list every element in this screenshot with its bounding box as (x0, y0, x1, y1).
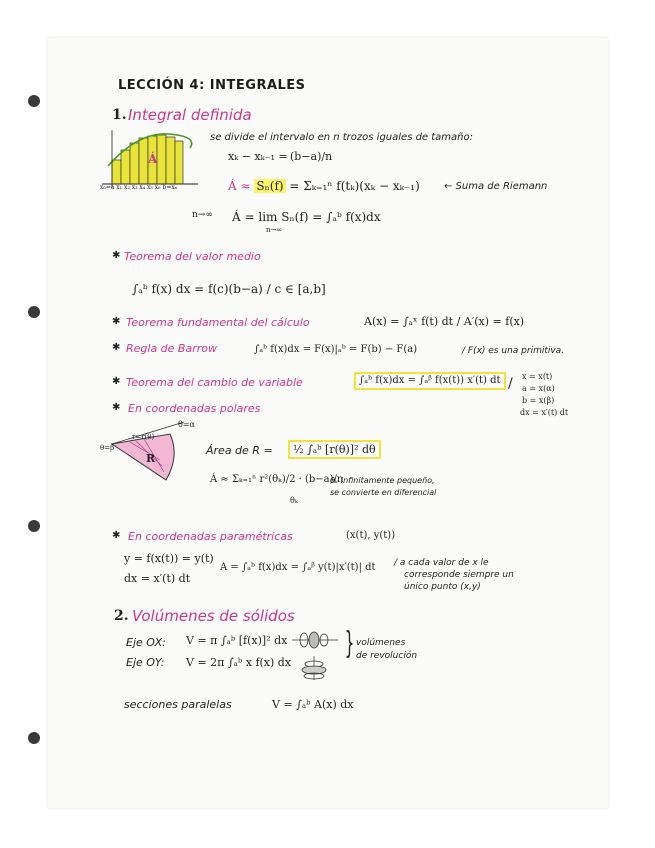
barrow-formula: ∫ₐᵇ f(x)dx = F(x)|ₐᵇ = F(b) − F(a) (254, 344, 418, 355)
parametric-note-1: / a cada valor de x le (394, 558, 489, 568)
cv-condition-2: a = x(α) (522, 384, 555, 393)
section-2-number: 2. (114, 608, 129, 624)
parametric-area: A = ∫ₐᵇ f(x)dx = ∫ₐᵝ y(t)|x′(t)| dt (220, 562, 376, 573)
sections-formula: V = ∫ₐᵇ A(x) dx (272, 698, 354, 711)
brace: } (344, 626, 355, 661)
parametric-note-3: único punto (x,y) (404, 582, 481, 592)
ftc-title: Teorema fundamental del cálculo (126, 316, 310, 329)
change-var-formula: ∫ₐᵇ f(x)dx = ∫ₐᵝ f(x(t)) x′(t) dt (356, 374, 504, 388)
polar-approx-formula: Á ≈ Σₖ₌₁ⁿ r²(θₖ)/2 · (b−a)/n (210, 474, 344, 485)
axis-x-formula: V = π ∫ₐᵇ [f(x)]² dx (186, 634, 288, 647)
revolution-solids-icon (290, 628, 340, 682)
cv-condition-1: x = x(t) (522, 372, 553, 381)
change-var-title: Teorema del cambio de variable (126, 376, 303, 389)
axis-x-label: Eje OX: (126, 636, 166, 649)
limit-arrow: n→∞ (192, 210, 213, 220)
polar-region-label: R (146, 452, 156, 465)
bullet-icon: ✱ (112, 316, 121, 327)
riemann-sum-formula (228, 179, 420, 193)
delta-lhs: xₖ − xₖ₋₁ = (228, 150, 288, 163)
sum-rest: = Σₖ₌₁ⁿ f(tₖ)(xₖ − xₖ₋₁) (289, 179, 420, 193)
polar-area-formula: ½ ∫ₐᵇ [r(θ)]² dθ (290, 442, 379, 457)
binder-hole (28, 520, 40, 532)
limit-sub: n→∞ (266, 226, 283, 234)
section-1-number: 1. (112, 107, 127, 123)
bullet-icon: ✱ (112, 250, 121, 261)
polar-theta-label: θ=α (178, 420, 195, 429)
bullet-icon: ✱ (112, 530, 121, 541)
delta-rhs: (b−a)/n (290, 150, 333, 163)
barrow-title: Regla de Barrow (126, 342, 217, 355)
polar-note-2: se convierte en diferencial (330, 488, 437, 497)
revolution-note-2: de revolución (356, 651, 418, 661)
parametric-pair: (x(t), y(t)) (346, 530, 396, 541)
axis-y-label: Eje OY: (126, 656, 165, 669)
binder-hole (28, 306, 40, 318)
axis-y-formula: V = 2π ∫ₐᵇ x f(x) dx (186, 656, 292, 669)
polar-note-1: θₖ infinitamente pequeño, (330, 476, 435, 485)
polar-curve-label: r=r(θ) (132, 433, 155, 441)
polar-theta-sub: θₖ (290, 496, 298, 505)
graph-area-label: Á (148, 152, 158, 166)
limit-formula: Á = lim Sₙ(f) = ∫ₐᵇ f(x)dx (232, 210, 381, 224)
binder-hole (28, 95, 40, 107)
polar-title: En coordenadas polares (128, 402, 261, 415)
separator-slash: / (508, 376, 513, 392)
sum-highlight: Sₙ(f) (256, 179, 284, 193)
section-1-title: Integral definida (128, 106, 252, 124)
sum-prefix: Á ≈ (228, 179, 251, 193)
parametric-title: En coordenadas paramétricas (128, 530, 293, 543)
cv-condition-3: b = x(β) (522, 396, 555, 405)
polar-origin-label: θ=β (100, 444, 115, 452)
cv-condition-4: dx = x′(t) dt (520, 408, 569, 417)
mean-value-formula: ∫ₐᵇ f(x) dx = f(c)(b−a) / c ∈ [a,b] (132, 282, 326, 296)
graph-axis-labels: x₀=a x₁ x₂ x₃ x₄ x₅ x₆ b=xₙ (100, 184, 178, 191)
binder-hole (28, 732, 40, 744)
revolution-note-1: volúmenes (356, 638, 406, 648)
parametric-note-2: corresponde siempre un (404, 570, 514, 580)
divide-text: se divide el intervalo en n trozos iguales de tamaño: (210, 132, 473, 143)
bullet-icon: ✱ (112, 402, 121, 413)
section-2-title: Volúmenes de sólidos (132, 607, 295, 625)
lesson-title: LECCIÓN 4: INTEGRALES (118, 78, 306, 93)
bullet-icon: ✱ (112, 376, 121, 387)
sections-label: secciones paralelas (124, 698, 232, 711)
riemann-sum-label: ← Suma de Riemann (444, 181, 548, 192)
polar-area-label: Área de R = (206, 444, 273, 457)
parametric-eq-1: y = f(x(t)) = y(t) (124, 552, 214, 565)
mean-value-title: Teorema del valor medio (124, 250, 261, 263)
parametric-eq-2: dx = x′(t) dt (124, 572, 191, 585)
bullet-icon: ✱ (112, 342, 121, 353)
ftc-formula: A(x) = ∫ₐˣ f(t) dt / A′(x) = f(x) (364, 315, 525, 328)
barrow-note: / F(x) es una primitiva. (462, 346, 565, 356)
